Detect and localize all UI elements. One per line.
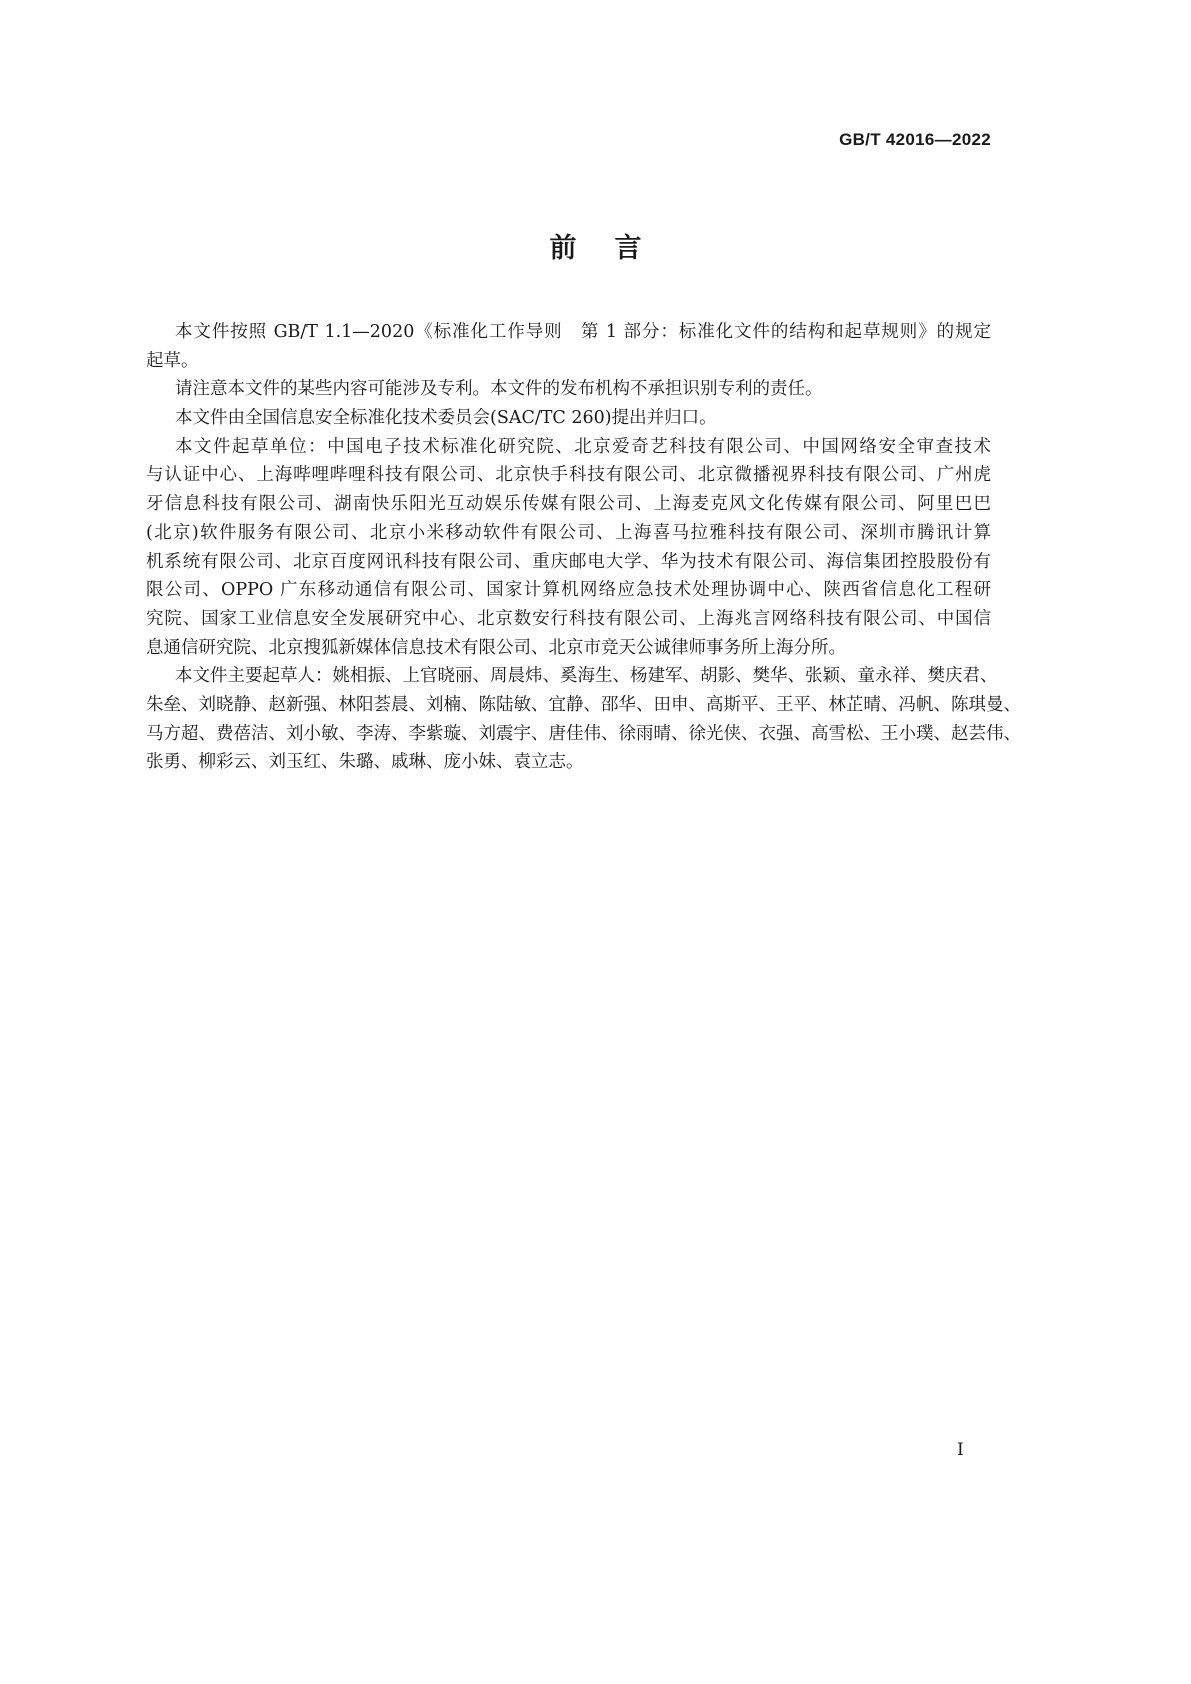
- paragraph-line: (北京)软件服务有限公司、北京小米移动软件有限公司、上海喜马拉雅科技有限公司、深圳市腾讯计算: [146, 522, 991, 543]
- paragraph-line: 限公司、OPPO 广东移动通信有限公司、国家计算机网络应急技术处理协调中心、陕西省信息化工程研: [146, 580, 991, 601]
- paragraph-line: 张勇、柳彩云、刘玉红、朱璐、戚琳、庞小妹、袁立志。: [146, 752, 584, 773]
- paragraph-line: 机系统有限公司、北京百度网讯科技有限公司、重庆邮电大学、华为技术有限公司、海信集团控股股份有: [146, 551, 991, 572]
- paragraph: [146, 404, 991, 433]
- paragraph-line: 本文件按照 GB/T 1.1—2020《标准化工作导则 第 1 部分：标准化文件的结构和起草规则》的规定: [175, 322, 991, 342]
- page-title: 前言: [549, 233, 680, 264]
- paragraph-line: 起草。: [146, 350, 199, 371]
- paragraph-line: 本文件由全国信息安全标准化技术委员会(SAC/TC 260)提出并归口。: [175, 408, 717, 429]
- page-number: I: [957, 1440, 964, 1460]
- paragraph-line: 马方超、费蓓洁、刘小敏、李涛、李紫璇、刘震宇、唐佳伟、徐雨晴、徐光侠、衣强、高雪松、王小璞、赵芸伟、: [146, 723, 1021, 744]
- paragraph: [146, 318, 991, 375]
- paragraph: [146, 662, 1021, 777]
- paragraph-line: 究院、国家工业信息安全发展研究中心、北京数安行科技有限公司、上海兆言网络科技有限公司、中国信: [146, 608, 991, 629]
- paragraph: [146, 375, 991, 404]
- paragraph-line: 牙信息科技有限公司、湖南快乐阳光互动娱乐传媒有限公司、上海麦克风文化传媒有限公司、阿里巴巴: [146, 494, 991, 515]
- standard-number: GB/T 42016—2022: [839, 130, 991, 149]
- paragraph-line: 息通信研究院、北京搜狐新媒体信息技术有限公司、北京市竞天公诚律师事务所上海分所。: [146, 637, 846, 658]
- paragraph: [146, 433, 991, 663]
- document-body: [146, 318, 1021, 777]
- paragraph-line: 与认证中心、上海哔哩哔哩科技有限公司、北京快手科技有限公司、北京微播视界科技有限公司、广州虎: [146, 465, 991, 486]
- paragraph-line: 请注意本文件的某些内容可能涉及专利。本文件的发布机构不承担识别专利的责任。: [175, 379, 823, 400]
- paragraph-line: 本文件起草单位：中国电子技术标准化研究院、北京爱奇艺科技有限公司、中国网络安全审查技术: [175, 436, 991, 457]
- paragraph-line: 本文件主要起草人：姚相振、上官晓丽、周晨炜、奚海生、杨建军、胡影、樊华、张颖、童永祥、樊庆君、: [175, 666, 998, 687]
- paragraph-line: 朱垒、刘晓静、赵新强、林阳荟晨、刘楠、陈陆敏、宜静、邵华、田申、高斯平、王平、林芷晴、冯帆、陈琪曼、: [146, 694, 1021, 715]
